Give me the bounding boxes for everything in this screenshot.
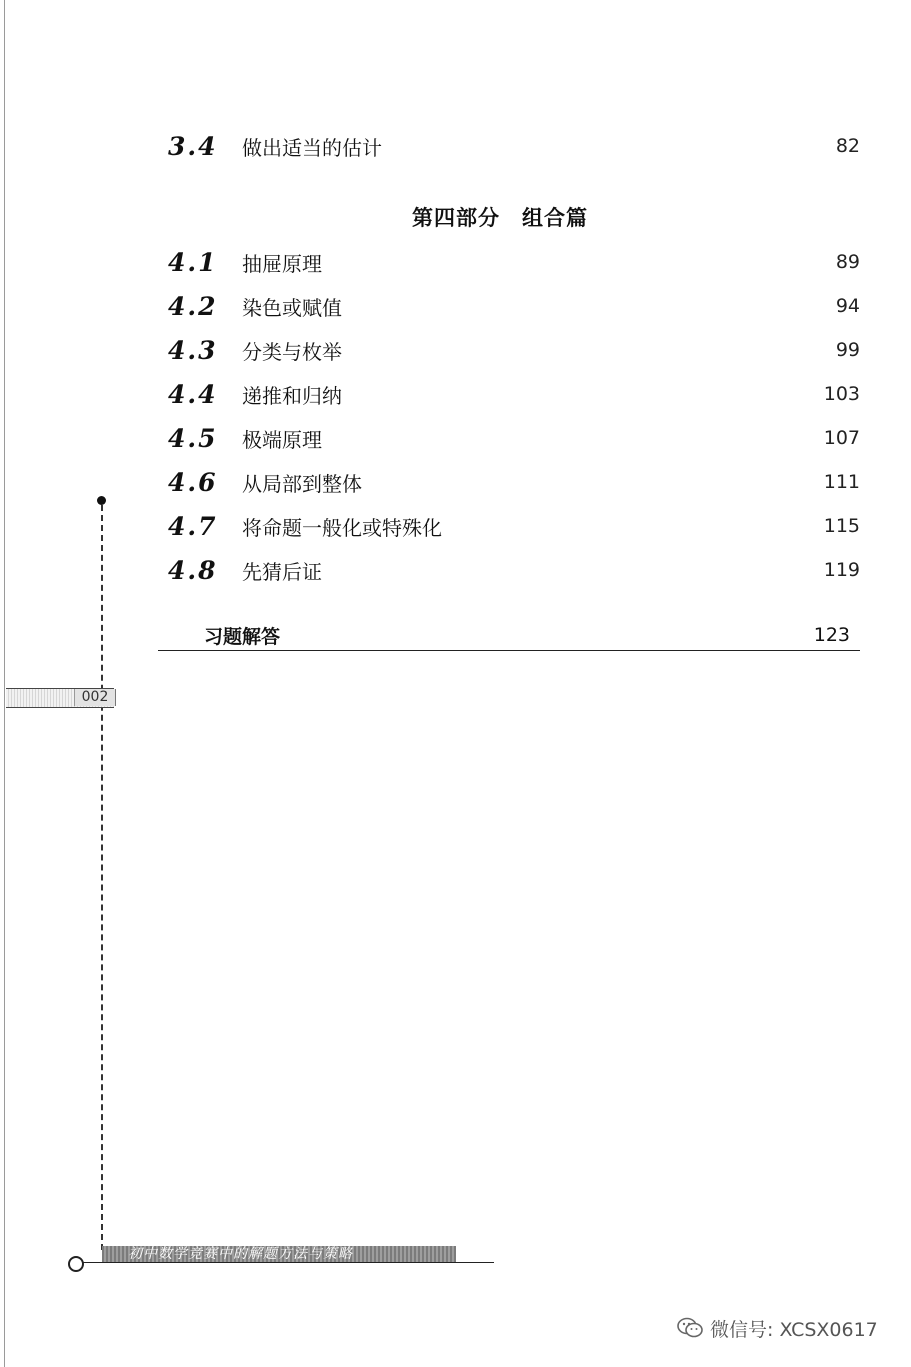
toc-answers-entry[interactable] bbox=[158, 620, 860, 651]
page-ref: 111 bbox=[823, 471, 860, 493]
section-number: 3.4 bbox=[168, 131, 218, 161]
toc-entry[interactable] bbox=[168, 245, 860, 279]
section-title: 抽屉原理 bbox=[242, 251, 322, 276]
rail-dot bbox=[97, 496, 106, 505]
page-ref: 119 bbox=[823, 559, 860, 581]
page-ref: 94 bbox=[835, 295, 860, 317]
toc-entry[interactable] bbox=[168, 129, 860, 163]
wechat-icon bbox=[676, 1316, 704, 1340]
section-number: 4.4 bbox=[168, 379, 218, 409]
section-title: 先猜后证 bbox=[242, 559, 322, 584]
toc-entry[interactable] bbox=[168, 465, 860, 499]
section-title: 做出适当的估计 bbox=[242, 135, 382, 160]
part-heading: 第四部分 组合篇 bbox=[412, 206, 588, 230]
section-number: 4.7 bbox=[168, 511, 218, 541]
page-ref: 107 bbox=[823, 427, 860, 449]
section-number: 4.2 bbox=[168, 291, 218, 321]
section-title: 从局部到整体 bbox=[242, 471, 362, 496]
answers-page-ref: 123 bbox=[813, 624, 850, 646]
toc-entry[interactable] bbox=[168, 421, 860, 455]
section-number: 4.8 bbox=[168, 555, 218, 585]
section-title: 染色或赋值 bbox=[242, 295, 342, 320]
section-number: 4.6 bbox=[168, 467, 218, 497]
footer-book-title: 初中数学竞赛中的解题方法与策略 bbox=[102, 1246, 456, 1262]
page-ref: 82 bbox=[835, 135, 860, 157]
page-ref: 99 bbox=[835, 339, 860, 361]
page-ref: 115 bbox=[823, 515, 860, 537]
footer-circle-ornament bbox=[68, 1256, 84, 1272]
section-title: 极端原理 bbox=[242, 427, 322, 452]
toc-entry[interactable] bbox=[168, 377, 860, 411]
toc-entry[interactable] bbox=[168, 289, 860, 323]
footer-rule bbox=[82, 1262, 494, 1263]
section-number: 4.1 bbox=[168, 247, 218, 277]
page-ref: 89 bbox=[835, 251, 860, 273]
section-title: 分类与枚举 bbox=[242, 339, 342, 364]
section-number: 4.5 bbox=[168, 423, 218, 453]
margin-dashed-rail bbox=[101, 505, 103, 1250]
section-title: 递推和归纳 bbox=[242, 383, 342, 408]
toc-entry[interactable] bbox=[168, 333, 860, 367]
page-ref: 103 bbox=[823, 383, 860, 405]
answers-title: 习题解答 bbox=[204, 625, 281, 648]
wechat-watermark bbox=[676, 1314, 878, 1342]
watermark-text: 微信号: XCSX0617 bbox=[710, 1318, 878, 1341]
section-number: 4.3 bbox=[168, 335, 218, 365]
page-number: 002 bbox=[74, 689, 116, 706]
toc-entry[interactable] bbox=[168, 509, 860, 543]
scan-edge-line bbox=[4, 0, 5, 1367]
section-title: 将命题一般化或特殊化 bbox=[242, 515, 442, 540]
toc-entry[interactable] bbox=[168, 553, 860, 587]
